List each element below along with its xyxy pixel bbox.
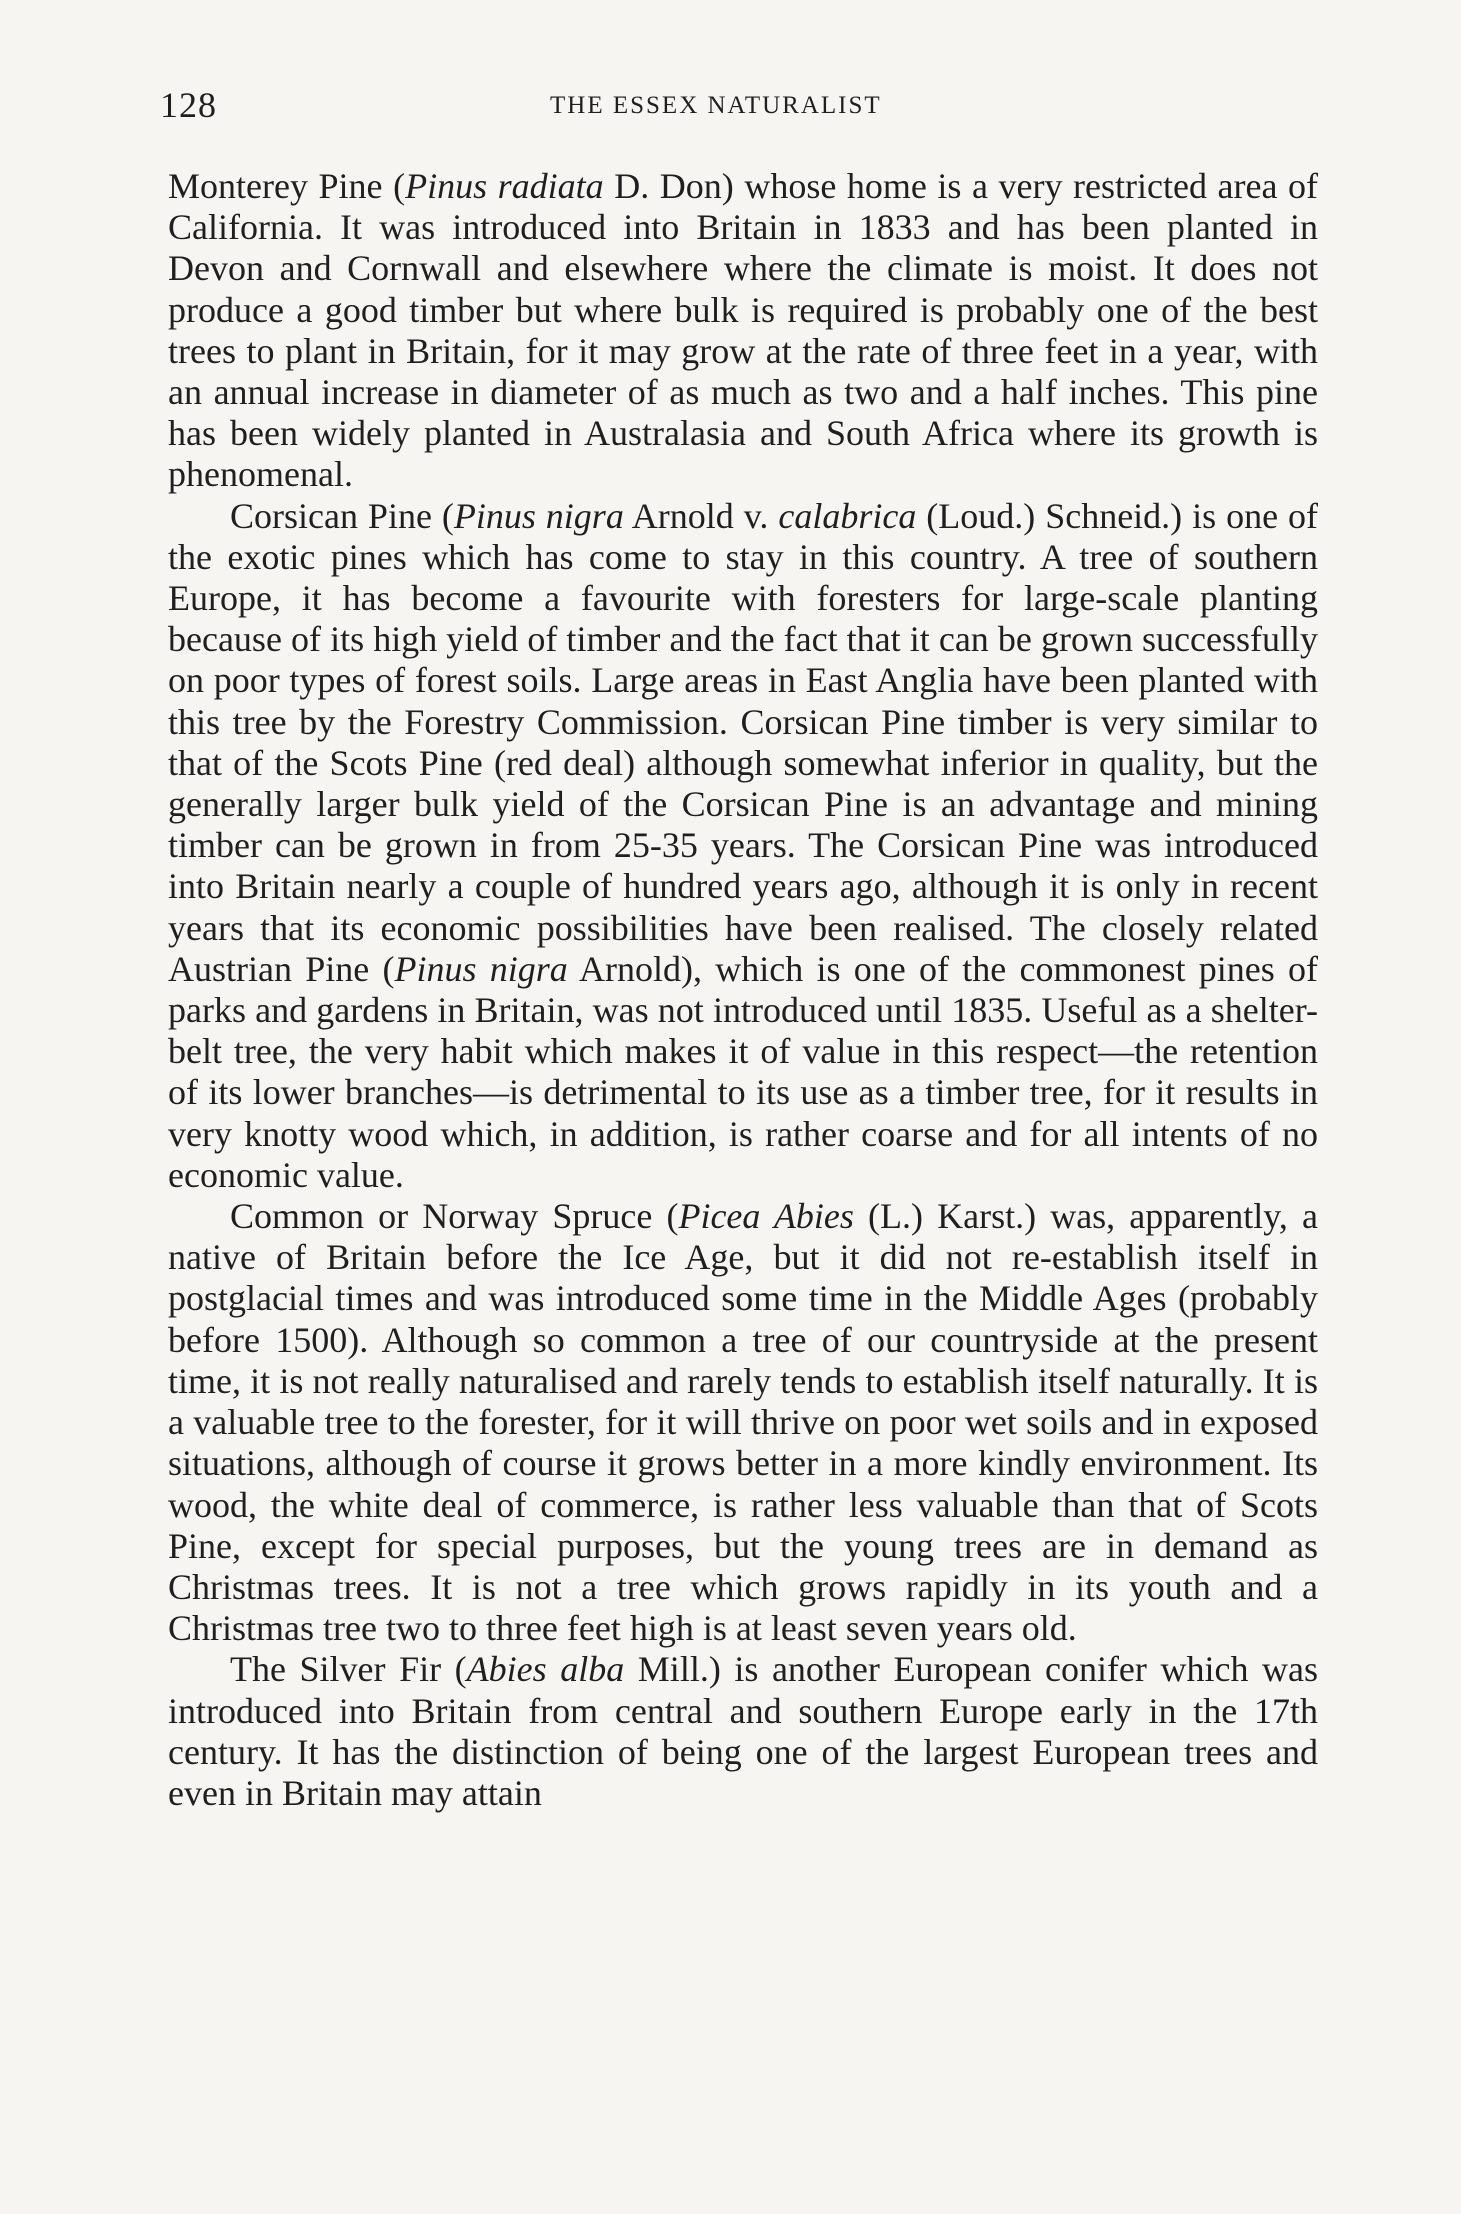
species-name: Pinus nigra	[453, 495, 624, 536]
paragraph-corsican-pine	[168, 496, 1318, 1196]
species-name: Pinus nigra	[394, 948, 568, 989]
text-run: The Silver Fir (	[230, 1649, 467, 1690]
text-run: (L.) Karst.) was, apparently, a native of Britain before the Ice Age, but it did not re-establish itself in postglacial times and was introduced some time in the Middle Ages (probably before 1500). Although so common a tree of our countryside at the present time, it is not really naturalised and rarely tends to establish itself naturally. It is a valuable tree to the forester, for it will thrive on poor wet soils and in exposed situations, although of course it grows better in a more kindly environment. Its wood, the white deal of commerce, is rather less valuable than that of Scots Pine, except for special purposes, but the young trees are in demand as Christmas trees. It is not a tree which grows rapidly in its youth and a Christmas tree two to three feet high is at least seven years old.	[168, 1196, 1319, 1649]
text-run: Arnold), which is one of the commonest pines of parks and gardens in Britain, was not introduced until 1835. Useful as a shelter-belt tree, the very habit which makes it of value in this respect—the retention of its lower branches—is detrimental to its use as a timber tree, for it results in very knotty wood which, in addition, is rather coarse and for all intents of no economic value.	[168, 948, 1319, 1195]
journal-title: THE ESSEX NATURALIST	[550, 92, 882, 119]
text-run: Mill.) is another European conifer which was introduced into Britain from central and southern Europe early in the 17th century. It has the distinction of being one of the largest European trees and even in Britain may attain	[168, 1649, 1319, 1813]
text-run: Corsican Pine (	[230, 495, 454, 536]
page-number: 128	[160, 85, 217, 125]
text-run: (Loud.) Schneid.) is one of the exotic pines which has come to stay in this country. A tree of southern Europe, it has become a favourite with foresters for large-scale planting because of its high yield of timber and the fact that it can be grown successfully on poor types of forest soils. Large areas in East Anglia have been planted with this tree by the Forestry Commission. Corsican Pine timber is very similar to that of the Scots Pine (red deal) although somewhat inferior in quality, but the generally larger bulk yield of the Corsican Pine is an advantage and mining timber can be grown in from 25-35 years. The Corsican Pine was introduced into Britain nearly a couple of hundred years ago, although it is only in recent years that its economic possibilities have been realised. The closely related Austrian Pine (	[168, 495, 1318, 989]
species-name: Abies alba	[466, 1649, 625, 1690]
text-run: Arnold v.	[623, 495, 779, 536]
text-run: D. Don) whose home is a very restricted area of California. It was introduced into Britain in 1833 and has been planted in Devon and Cornwall and elsewhere where the climate is moist. It does not produce a good timber but where bulk is required is probably one of the best trees to plant in Britain, for it may grow at the rate of three feet in a year, with an annual increase in diameter of as much as two and a half inches. This pine has been widely planted in Australasia and South Africa where its growth is phenomenal.	[168, 166, 1319, 495]
species-name: Picea Abies	[678, 1196, 854, 1237]
paragraph-norway-spruce	[168, 1196, 1318, 1649]
text-run: Monterey Pine (	[168, 166, 406, 206]
body-text	[168, 166, 1318, 1814]
running-head	[160, 84, 1320, 134]
paragraph-monterey-pine	[168, 166, 1318, 496]
text-run: Common or Norway Spruce (	[230, 1196, 679, 1237]
species-name: Pinus radiata	[405, 166, 604, 206]
paragraph-silver-fir	[168, 1649, 1318, 1814]
species-name: calabrica	[778, 495, 917, 536]
